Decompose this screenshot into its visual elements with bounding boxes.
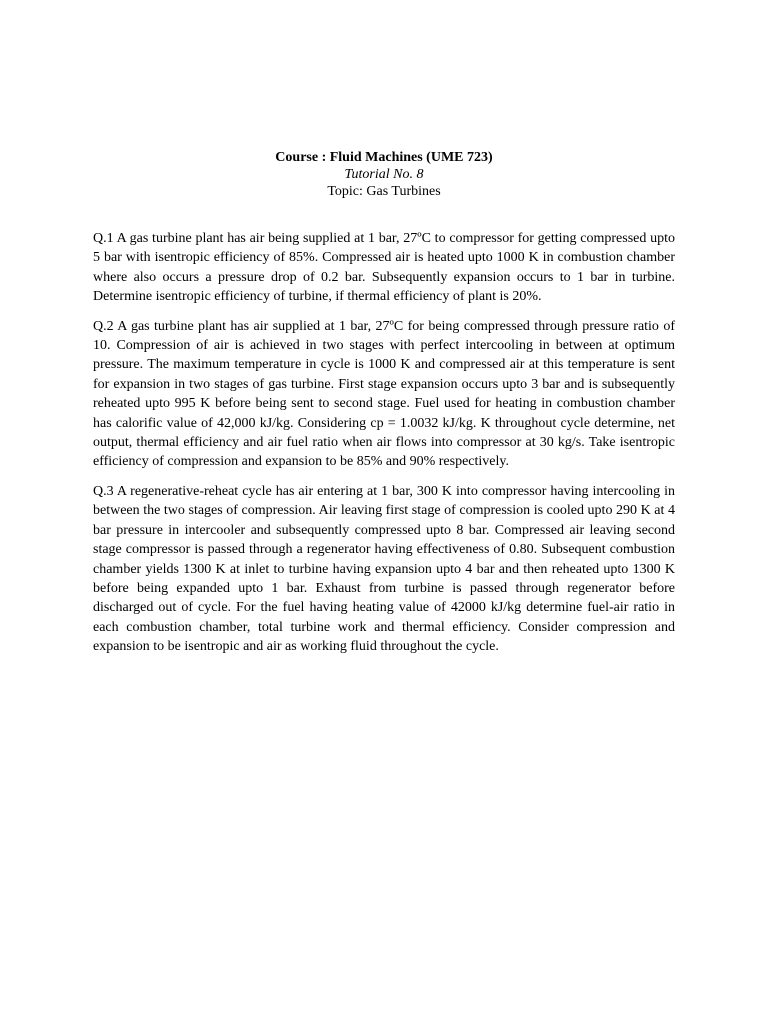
topic-title: Topic: Gas Turbines [327,184,441,199]
question-1: Q.1 A gas turbine plant has air being supplied at 1 bar, 27ºC to compressor for getting compressed upto 5 bar with isentropic efficiency of 85%. Compressed air is heated upto 1000 K in combustion chamber where also occurs a pressure drop of 0.2 bar. Subsequently expansion occurs to 1 bar in turbine. Determine isentropic efficiency of turbine, if thermal efficiency of plant is 20%. [93,231,675,305]
question-list [93,229,675,667]
course-title: Course : Fluid Machines (UME 723) [275,150,493,165]
tutorial-number: Tutorial No. 8 [344,167,424,182]
document-header [0,149,768,200]
question-3: Q.3 A regenerative-reheat cycle has air entering at 1 bar, 300 K into compressor having intercooling in between the two stages of compression. Air leaving first stage of compression is cooled upto 290 K at 4 bar pressure in intercooler and subsequently compressed upto 8 bar. Compressed air leaving second stage compressor is passed through a regenerator having effectiveness of 0.80. Subsequent combustion chamber yields 1300 K at inlet to turbine having expansion upto 4 bar and then reheated upto 1300 K before being expanded upto 1 bar. Exhaust from turbine is passed through regenerator before discharged out of cycle. For the fuel having heating value of 42000 kJ/kg determine fuel-air ratio in each combustion chamber, total turbine work and thermal efficiency. Consider compression and expansion to be isentropic and air as working fluid throughout the cycle. [93,483,675,655]
question-2: Q.2 A gas turbine plant has air supplied at 1 bar, 27ºC for being compressed through pressure ratio of 10. Compression of air is achieved in two stages with perfect intercooling in between at optimum pressure. The maximum temperature in cycle is 1000 K and compressed air at this temperature is sent for expansion in two stages of gas turbine. First stage expansion occurs upto 3 bar and is subsequently reheated upto 995 K before being sent to second stage. Fuel used for heating in combustion chamber has calorific value of 42,000 kJ/kg. Considering cp = 1.0032 kJ/kg. K throughout cycle determine, net output, thermal efficiency and air fuel ratio when air flows into compressor at 30 kg/s. Take isentropic efficiency of compression and expansion to be 85% and 90% respectively. [93,318,675,470]
